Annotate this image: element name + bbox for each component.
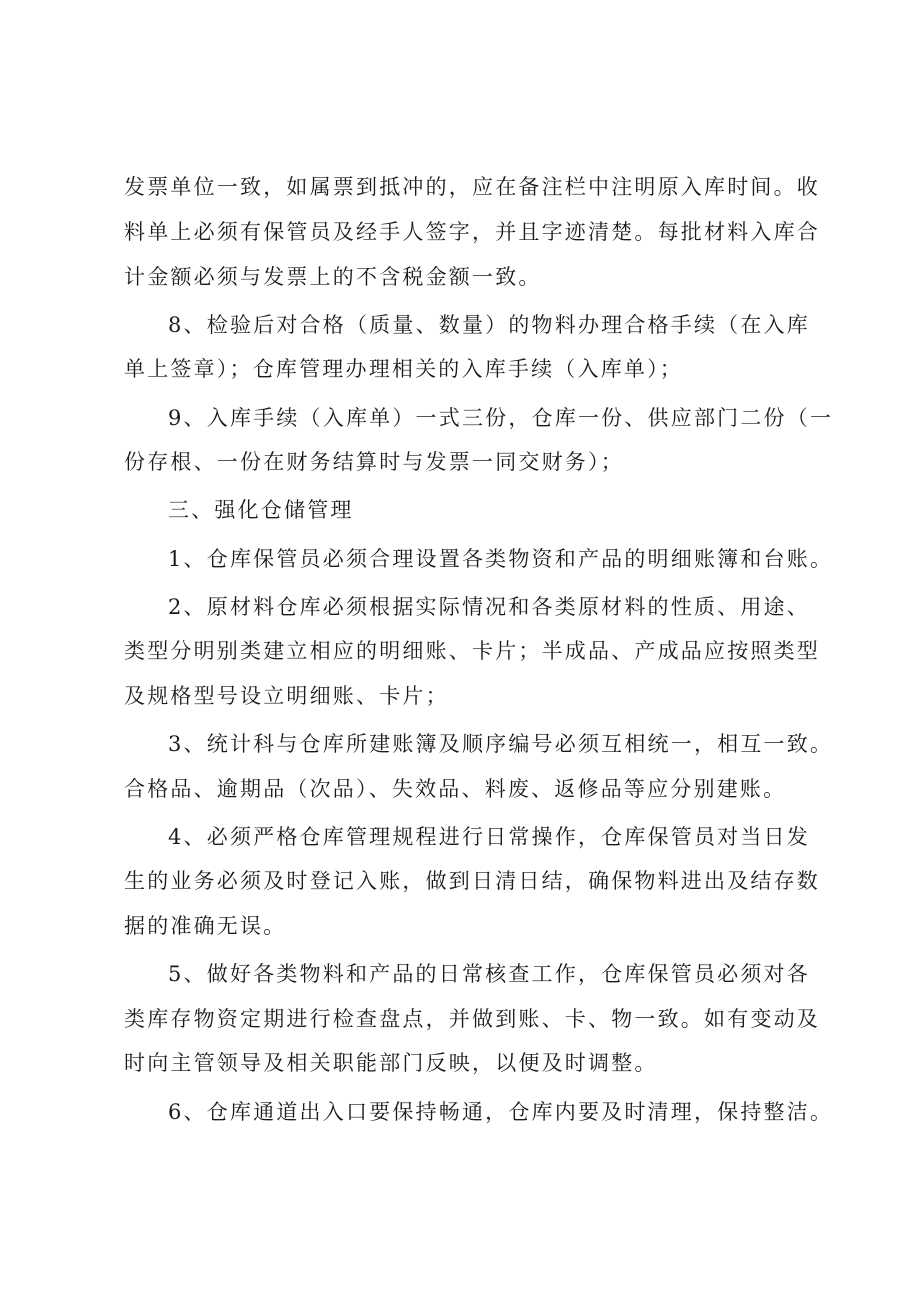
paragraph-line: 发票单位一致，如属票到抵冲的，应在备注栏中注明原入库时间。收 bbox=[124, 175, 820, 199]
paragraph-line: 合格品、逾期品（次品）、失效品、料废、返修品等应分别建账。 bbox=[124, 777, 787, 801]
paragraph-line: 计金额必须与发票上的不含税金额一致。 bbox=[124, 265, 542, 289]
paragraph-line: 类型分明别类建立相应的明细账、卡片；半成品、产成品应按照类型 bbox=[124, 639, 820, 663]
paragraph-line: 1、仓库保管员必须合理设置各类物资和产品的明细账簿和台账。 bbox=[168, 547, 834, 571]
paragraph-line: 5、做好各类物料和产品的日常核查工作，仓库保管员必须对各 bbox=[168, 962, 810, 986]
paragraph-line: 生的业务必须及时登记入账，做到日清日结，确保物料进出及结存数 bbox=[124, 869, 820, 893]
paragraph-line: 类库存物资定期进行检查盘点，并做到账、卡、物一致。如有变动及 bbox=[124, 1007, 820, 1031]
paragraph-line: 9、入库手续（入库单）一式三份，仓库一份、供应部门二份（一 bbox=[168, 406, 834, 430]
paragraph-line: 份存根、一份在财务结算时与发票一同交财务）； bbox=[124, 450, 624, 474]
paragraph-line: 单上签章）；仓库管理办理相关的入库手续（入库单）； bbox=[124, 357, 683, 381]
paragraph-line: 据的准确无误。 bbox=[124, 914, 287, 938]
paragraph-line: 4、必须严格仓库管理规程进行日常操作，仓库保管员对当日发 bbox=[168, 825, 810, 849]
paragraph-line: 6、仓库通道出入口要保持畅通，仓库内要及时清理，保持整洁。 bbox=[168, 1100, 834, 1124]
paragraph-line: 料单上必须有保管员及经手人签字，并且字迹清楚。每批材料入库合 bbox=[124, 220, 820, 244]
paragraph-line: 时向主管领导及相关职能部门反映，以便及时调整。 bbox=[124, 1051, 658, 1075]
section-heading: 三、强化仓储管理 bbox=[168, 498, 354, 522]
paragraph-line: 3、统计科与仓库所建账簿及顺序编号必须互相统一，相互一致。 bbox=[168, 732, 834, 756]
paragraph-line: 2、原材料仓库必须根据实际情况和各类原材料的性质、用途、 bbox=[168, 595, 810, 619]
paragraph-line: 及规格型号设立明细账、卡片； bbox=[124, 684, 449, 708]
paragraph-line: 8、检验后对合格（质量、数量）的物料办理合格手续（在入库 bbox=[168, 313, 810, 337]
